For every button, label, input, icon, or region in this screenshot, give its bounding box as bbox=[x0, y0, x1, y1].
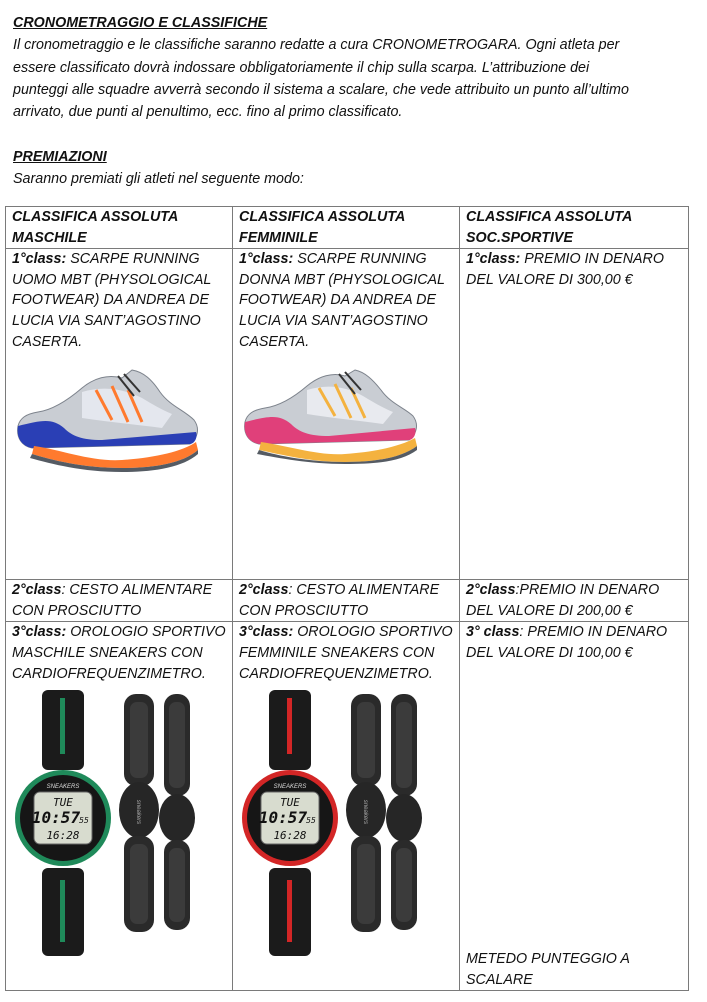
table-row bbox=[6, 249, 689, 580]
watch-brand: SNEAKERS bbox=[273, 784, 307, 791]
female-sport-watch-image bbox=[239, 690, 439, 958]
prize-1-male: 1°class: SCARPE RUNNING UOMO MBT (PHYSOLOGICAL FOOTWEAR) DA ANDREA DE LUCIA VIA SANT’AGOSTINO CASERTA. bbox=[6, 249, 233, 580]
female-running-shoe-image bbox=[239, 364, 419, 464]
prize-1-female: 1°class: SCARPE RUNNING DONNA MBT (PHYSOLOGICAL FOOTWEAR) DA ANDREA DE LUCIA VIA SANT’AGOSTINO CASERTA. bbox=[233, 249, 460, 580]
timing-line-3: punteggi alle squadre avverrà secondo il sistema a scalare, che vede attribuito un punto all’ultimo bbox=[13, 81, 629, 98]
watch-seconds: 55 bbox=[79, 816, 89, 826]
timing-line-1: Il cronometraggio e le classifiche saranno redatte a cura CRONOMETROGARA. Ogni atleta per bbox=[13, 37, 620, 54]
timing-line-4: arrivato, due punti al penultimo, ecc. fino al primo classificato. bbox=[13, 104, 403, 121]
male-sport-watch-image bbox=[12, 690, 212, 958]
watch-date: 16:28 bbox=[273, 829, 307, 843]
timing-title: CRONOMETRAGGIO E CLASSIFICHE bbox=[13, 15, 268, 31]
prize-2-male: 2°class: CESTO ALIMENTARE CON PROSCIUTTO bbox=[6, 580, 233, 622]
timing-section bbox=[13, 12, 698, 123]
table-row bbox=[6, 580, 689, 622]
header-female: CLASSIFICA ASSOLUTA FEMMINILE bbox=[233, 207, 460, 249]
timing-line-2: essere classificato dovrà indossare obbligatoriamente il chip sulla scarpa. L’attribuzione dei bbox=[13, 59, 590, 76]
header-male: CLASSIFICA ASSOLUTA MASCHILE bbox=[6, 207, 233, 249]
header-clubs: CLASSIFICA ASSOLUTA SOC.SPORTIVE bbox=[460, 207, 689, 249]
prize-2-female: 2°class: CESTO ALIMENTARE CON PROSCIUTTO bbox=[233, 580, 460, 622]
strap-logo: sneakers bbox=[362, 799, 368, 825]
awards-section bbox=[13, 146, 698, 191]
watch-time: 10:57 bbox=[258, 808, 308, 828]
scoring-method-note: METEDO PUNTEGGIO A SCALARE bbox=[466, 951, 630, 988]
prize-1-clubs: 1°class: PREMIO IN DENARO DEL VALORE DI 300,00 € bbox=[460, 249, 689, 580]
watch-day: TUE bbox=[53, 796, 73, 810]
watch-brand: SNEAKERS bbox=[46, 784, 80, 791]
watch-date: 16:28 bbox=[46, 829, 80, 843]
prize-3-clubs: 3° class: PREMIO IN DENARO DEL VALORE DI 100,00 € METEDO PUNTEGGIO A SCALARE bbox=[460, 622, 689, 991]
prize-3-female: 3°class: OROLOGIO SPORTIVO FEMMINILE SNEAKERS CON CARDIOFREQUENZIMETRO. SNEAKERS TUE 10:57 55 16:28 sneakers bbox=[233, 622, 460, 991]
table-header-row bbox=[6, 207, 689, 249]
prize-table bbox=[5, 206, 689, 991]
strap-logo: sneakers bbox=[135, 799, 141, 825]
male-running-shoe-image bbox=[12, 362, 202, 472]
prize-3-male: 3°class: OROLOGIO SPORTIVO MASCHILE SNEAKERS CON CARDIOFREQUENZIMETRO. SNEAKERS TUE 10:57 55 16:28 sneakers bbox=[6, 622, 233, 991]
prize-2-clubs: 2°class:PREMIO IN DENARO DEL VALORE DI 200,00 € bbox=[460, 580, 689, 622]
awards-intro: Saranno premiati gli atleti nel seguente modo: bbox=[13, 171, 304, 188]
watch-time: 10:57 bbox=[31, 808, 81, 828]
watch-seconds: 55 bbox=[306, 816, 316, 826]
table-row bbox=[6, 622, 689, 991]
watch-day: TUE bbox=[280, 796, 300, 810]
awards-title: PREMIAZIONI bbox=[13, 149, 107, 165]
